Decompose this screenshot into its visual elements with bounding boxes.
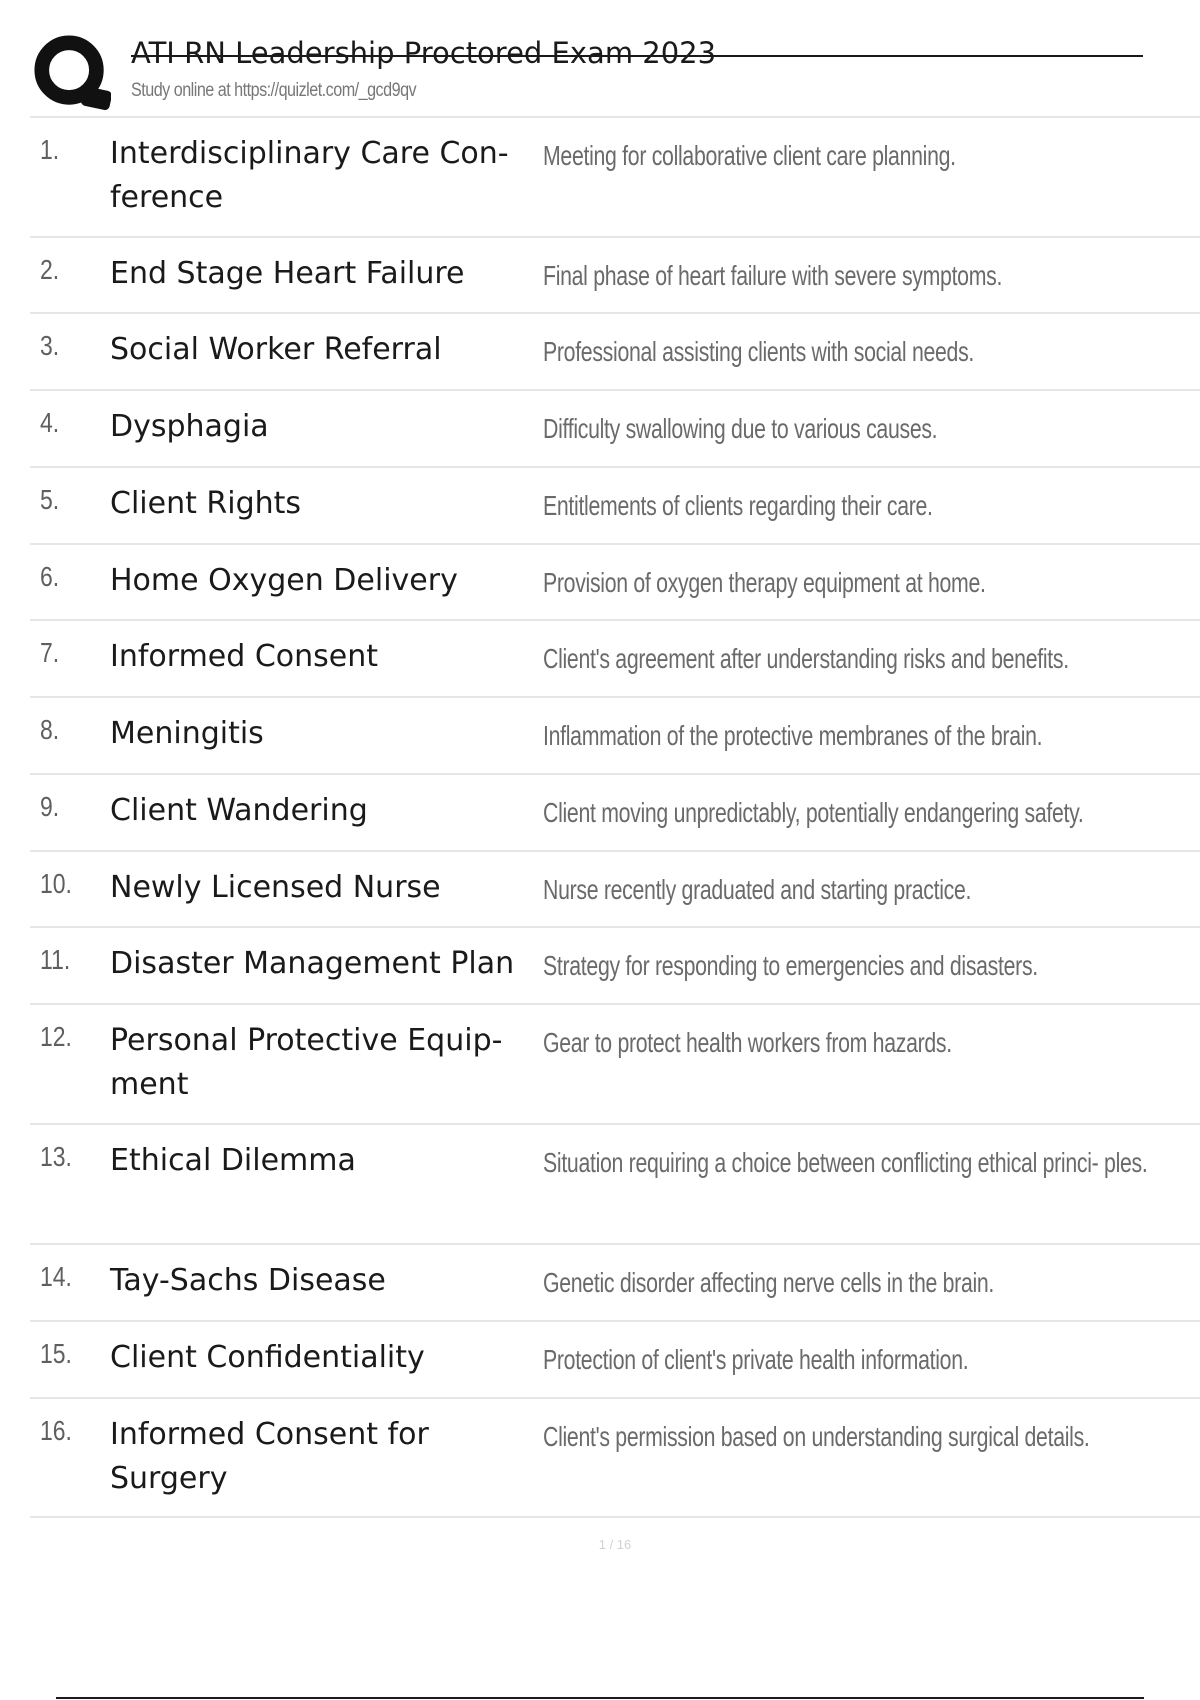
card-definition: Protection of client's private health information. [543, 1344, 969, 1375]
flashcard-row [30, 1322, 1200, 1399]
flashcard-row [30, 1245, 1200, 1322]
card-term: Social Worker Referral [110, 332, 442, 367]
card-number: 13. [40, 1141, 72, 1172]
card-number: 9. [40, 791, 60, 822]
card-definition: Client's permission based on understanding surgical details. [543, 1421, 1090, 1452]
flashcard-row [30, 852, 1200, 928]
flashcard-row [30, 928, 1200, 1005]
card-term: Disaster Management Plan [110, 946, 515, 981]
title-rule [131, 55, 1143, 57]
card-number: 5. [40, 484, 60, 515]
flashcard-row [30, 545, 1200, 621]
card-term: Tay-Sachs Disease [110, 1263, 386, 1298]
page-indicator: 1 / 16 [598, 1537, 632, 1552]
flashcard-row [30, 698, 1200, 775]
flashcard-row [30, 1125, 1200, 1245]
card-term: Meningitis [110, 716, 264, 751]
card-term: Client Rights [110, 486, 302, 521]
card-number: 1. [40, 134, 60, 165]
card-number: 10. [40, 868, 72, 899]
study-online-link[interactable]: Study online at https://quizlet.com/_gcd9qv [131, 80, 417, 101]
card-number: 4. [40, 407, 60, 438]
flashcard-row [30, 621, 1200, 698]
flashcard-row [30, 775, 1200, 852]
card-number: 15. [40, 1338, 72, 1369]
card-term: Ethical Dilemma [110, 1143, 356, 1178]
card-term: Interdisciplinary Care Con- ference [110, 136, 509, 215]
card-term: Client Wandering [110, 793, 368, 828]
card-term: Personal Protective Equip- ment [110, 1023, 503, 1102]
card-definition: Situation requiring a choice between conflicting ethical princi- ples. [543, 1147, 1148, 1178]
card-number: 6. [40, 561, 60, 592]
flashcard-list [30, 118, 1200, 1518]
card-number: 7. [40, 637, 60, 668]
card-definition: Client's agreement after understanding risks and benefits. [543, 643, 1069, 674]
document-title: ATI RN Leadership Proctored Exam 2023 [131, 36, 717, 70]
flashcard-row [30, 238, 1200, 314]
card-definition: Inflammation of the protective membranes of the brain. [543, 720, 1043, 751]
flashcard-row [30, 118, 1200, 238]
card-number: 3. [40, 330, 60, 361]
card-definition: Professional assisting clients with social needs. [543, 336, 975, 367]
card-definition: Provision of oxygen therapy equipment at home. [543, 567, 986, 598]
card-term: Client Confidentiality [110, 1340, 425, 1375]
card-definition: Nurse recently graduated and starting practice. [543, 874, 972, 905]
card-definition: Gear to protect health workers from hazards. [543, 1027, 952, 1058]
card-term: Informed Consent [110, 639, 379, 674]
card-term: Informed Consent for Surgery [110, 1417, 429, 1496]
card-number: 8. [40, 714, 60, 745]
card-number: 12. [40, 1021, 72, 1052]
card-term: Newly Licensed Nurse [110, 870, 441, 905]
flashcard-row [30, 314, 1200, 391]
card-definition: Genetic disorder affecting nerve cells in the brain. [543, 1267, 995, 1298]
card-number: 14. [40, 1261, 72, 1292]
card-definition: Difficulty swallowing due to various causes. [543, 413, 938, 444]
card-definition: Strategy for responding to emergencies and disasters. [543, 950, 1038, 981]
card-definition: Entitlements of clients regarding their care. [543, 490, 933, 521]
card-definition: Final phase of heart failure with severe symptoms. [543, 260, 1003, 291]
card-number: 16. [40, 1415, 72, 1446]
card-term: Home Oxygen Delivery [110, 563, 458, 598]
flashcard-row [30, 391, 1200, 468]
flashcard-row [30, 1005, 1200, 1125]
card-term: End Stage Heart Failure [110, 256, 465, 291]
quizlet-q-logo-icon [33, 34, 111, 112]
footer-rule [56, 1697, 1144, 1699]
card-number: 11. [40, 944, 71, 975]
card-term: Dysphagia [110, 409, 269, 444]
card-definition: Client moving unpredictably, potentially endangering safety. [543, 797, 1084, 828]
document-header [0, 0, 1200, 118]
flashcard-row [30, 1399, 1200, 1518]
card-definition: Meeting for collaborative client care planning. [543, 140, 956, 171]
card-number: 2. [40, 254, 60, 285]
flashcard-row [30, 468, 1200, 545]
